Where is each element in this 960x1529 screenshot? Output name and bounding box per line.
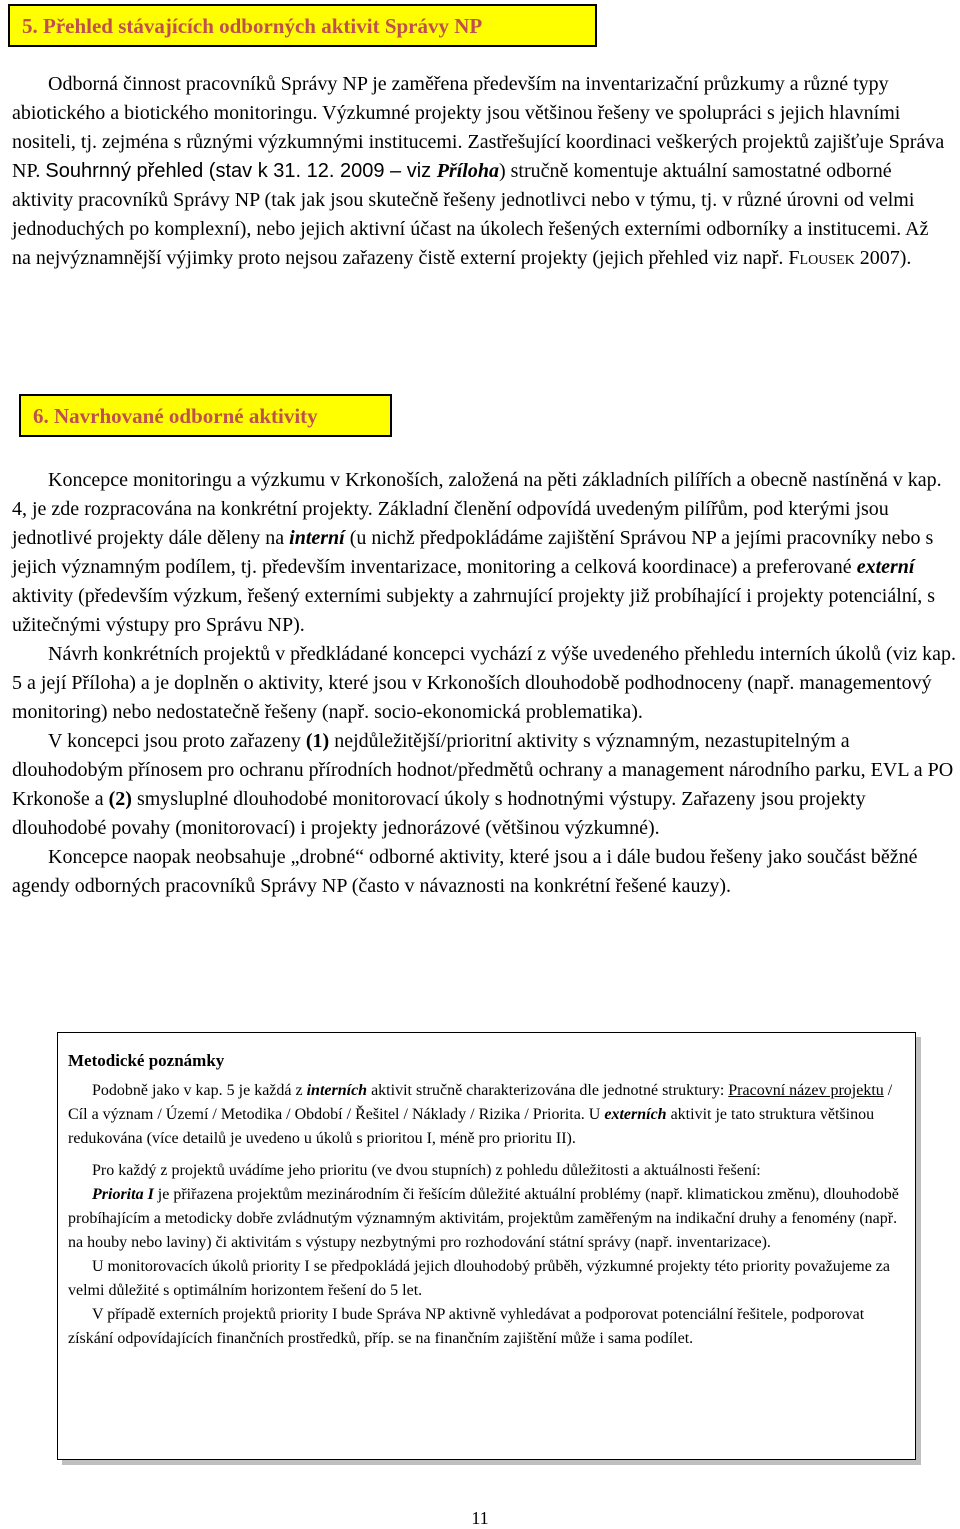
section-5-title: 5. Přehled stávajících odborných aktivit Správy NP [22,14,483,38]
p1-text-b: (u nichž předpokládáme zajištění Správou NP a jejími pracovníky nebo s jejich významným podílem, tj. především inventarizace, monitoring a celková koordinace) a preferované [12,527,934,578]
notes-paragraph-3 [68,1183,905,1255]
p1-text-a: Koncepce monitoringu a výzkumu v Krkonoších, založená na pěti základních pilířích a obecně nastíněná v kap. 4, je zde rozpracována na konkrétní projekty. Základní členění odpovídá uvedeným pilířům, pod kterými jsou jednotlivé projekty dále děleny na [12,469,942,549]
n1-text-c: / Cíl a význam / Území / Metodika / Období / Řešitel / Náklady / Rizika / Priorita. U [68,1082,893,1123]
section-5-text-c-rest: 2007). [854,247,912,269]
section-6-paragraph-2: Návrh konkrétních projektů v předkládané koncepci vychází z výše uvedeného přehledu interních úkolů (viz kap. 5 a její Příloha) a je doplněn o aktivity, které jsou v Krkonoších dlouhodobě podhodnoceny (např. managementový monitoring) nebo nedostatečně řešeny (např. socio-ekonomická problematika). [12,643,957,723]
methodology-notes-box [57,1032,916,1460]
n1-em-externi: externích [604,1106,667,1123]
n1-text-a: Podobně jako v kap. 5 je každá z [92,1082,307,1099]
section-6-body [12,466,957,901]
citation-author: Flousek [788,247,855,269]
n1-em-interni: interních [306,1082,368,1099]
n1-underlined-label: Pracovní název projektu [728,1082,884,1099]
p3-marker-1: (1) [305,730,330,752]
notes-paragraph-5: V případě externích projektů priority I bude Správa NP aktivně vyhledávat a podporovat potenciální řešitele, podporovat získání odpovídajících finančních prostředků, příp. se na finančním zajištění může i sama podílet. [68,1306,865,1347]
notes-title: Metodické poznámky [68,1051,225,1070]
section-5-text-a: Odborná činnost pracovníků Správy NP je zaměřena především na inventarizační průzkumy a různé typy abiotického a biotického monitoringu. Výzkumné projekty jsou většinou řešeny ve spolupráci s jejich hlavními nositeli, tj. zejména s různými výzkumnými institucemi. Zastřešující koordinaci veškerých projektů zajišťuje Správa NP. [12,73,945,182]
n1-text-d: aktivit je tato struktura většinou redukována (více detailů je uvedeno u úkolů s prioritou I, méně pro prioritu II). [68,1106,875,1147]
section-5-text-b-rest: ) stručně komentuje aktuální samostatné odborné aktivity pracovníků Správy NP (tak jak jsou skutečně řešeny jednotlivci nebo v týmu, tj. v různé úrovni od velmi jednoduchých po komplexní), nebo jejich aktivní účast na úkolech řešených externími odborníky a institucemi. [12,160,915,240]
section-6-heading [19,394,392,437]
section-5-text-c: Až na nejvýznamnější výjimky proto nejsou zařazeny čistě externí projekty (jejich přehled viz např. [12,218,929,269]
notes-paragraph-2: Pro každý z projektů uvádíme jeho prioritu (ve dvou stupních) z pohledu důležitosti a aktuálnosti řešení: [92,1162,761,1179]
section-6-paragraph-4: Koncepce naopak neobsahuje „drobné“ odborné aktivity, které jsou a i dále budou řešeny jako součást běžné agendy odborných pracovníků Správy NP (často v návaznosti na konkrétní řešené kauzy). [12,846,918,897]
section-5-text-b: Souhrnný přehled (stav k 31. 12. 2009 – viz [45,160,437,182]
section-5-heading [8,4,597,47]
section-6-paragraph-3 [12,727,957,843]
p1-em-externi: externí [856,556,915,578]
section-6-title: 6. Navrhované odborné aktivity [33,404,318,428]
section-5-paragraph [12,70,950,273]
page-number: 11 [471,1508,489,1528]
appendix-reference: Příloha [436,160,499,182]
p3-text-b: nejdůležitější/prioritní aktivity s významným, nezastupitelným a dlouhodobým přínosem pro ochranu přírodních hodnot/předmětů ochrany a management národního parku, EVL a PO Krkonoše a [12,730,954,810]
p1-em-interni: interní [289,527,345,549]
notes-paragraph-1 [68,1079,905,1151]
priority-i-label: Priorita I [92,1186,154,1203]
p3-text-a: V koncepci jsou proto zařazeny [48,730,306,752]
n1-text-b: aktivit stručně charakterizována dle jednotné struktury: [367,1082,729,1099]
p1-text-c: aktivity (především výzkum, řešený externími subjekty a zahrnující projekty již probíhající i projekty potenciální, s užitečnými výstupy pro Správu NP). [12,585,936,636]
n3-text: je přiřazena projektům mezinárodním či řešícím důležité aktuální problémy (např. klimatickou změnu), dlouhodobě probíhajícím a metodicky dobře zvládnutým významným aktivitám, projektům zaměřeným na indikační druhy a fenomény (např. na houby nebo laviny) či aktivitám s výstupy nezbytnými pro rozhodování státní správy (např. inventarizace). [68,1186,899,1251]
section-6-paragraph-1 [12,466,957,640]
section-5-body [12,70,950,273]
p3-text-c: smysluplné dlouhodobé monitorovací úkoly s hodnotnými výstupy. Zařazeny jsou projekty dlouhodobé povahy (monitorovací) i projekty jednorázové (většinou výzkumné). [12,788,866,839]
notes-paragraph-4: U monitorovacích úkolů priority I se předpokládá jejich dlouhodobý průběh, výzkumné projekty této priority považujeme za velmi důležité s optimálním horizontem řešení do 5 let. [68,1258,891,1299]
p3-marker-2: (2) [108,788,132,810]
